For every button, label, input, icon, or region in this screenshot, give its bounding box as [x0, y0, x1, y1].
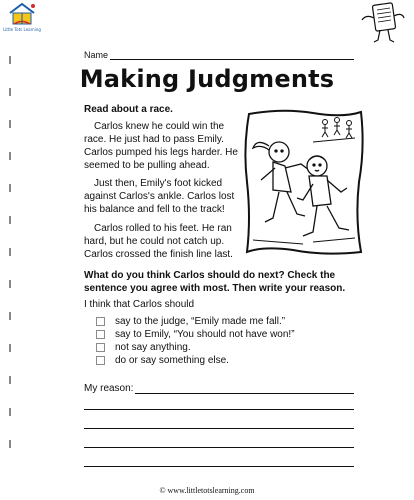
answer-write-line[interactable]	[84, 409, 354, 410]
story-paragraph-3: Carlos rolled to his feet. He ran hard, but he could not catch up. Carlos crossed the finish line last.	[84, 223, 233, 260]
option-4[interactable]	[96, 354, 295, 367]
option-checkbox[interactable]	[96, 356, 105, 365]
option-label: do or say something else.	[115, 355, 229, 366]
story-paragraph-1: Carlos knew he could win the race. He just had to pass Emily. Carlos pumped his legs harder. He seemed to be pulling ahead.	[84, 121, 238, 171]
name-label: Name	[84, 50, 109, 60]
answer-prompt: I think that Carlos should	[84, 299, 195, 310]
name-field[interactable]	[84, 46, 354, 60]
option-checkbox[interactable]	[96, 330, 105, 339]
question-prompt: What do you think Carlos should do next? Check the sentence you agree with most. Then write your reason.	[84, 270, 346, 294]
option-1[interactable]	[96, 315, 295, 328]
page-title: Making Judgments	[79, 65, 335, 93]
option-3[interactable]	[96, 341, 295, 354]
option-checkbox[interactable]	[96, 343, 105, 352]
option-label: say to the judge, “Emily made me fall.”	[115, 316, 286, 327]
answer-write-line[interactable]	[84, 428, 354, 429]
option-label: say to Emily, “You should not have won!”	[115, 329, 295, 340]
answer-write-line[interactable]	[84, 447, 354, 448]
book-mascot-icon	[356, 0, 408, 46]
reading-instruction: Read about a race.	[84, 104, 173, 115]
name-write-line[interactable]	[110, 50, 354, 60]
answer-options	[96, 315, 295, 367]
option-checkbox[interactable]	[96, 317, 105, 326]
children-racing-illustration	[243, 108, 365, 256]
reason-write-line[interactable]	[135, 382, 354, 394]
reason-field[interactable]	[84, 382, 354, 394]
logo-tagline: Little Tots Learning	[3, 27, 41, 32]
reason-label: My reason:	[84, 383, 134, 394]
option-label: not say anything.	[115, 342, 191, 353]
copyright-footer: © www.littletotslearning.com	[159, 486, 255, 495]
answer-write-line[interactable]	[84, 466, 354, 467]
option-2[interactable]	[96, 328, 295, 341]
story-paragraph-2: Just then, Emily's foot kicked against Carlos's ankle. Carlos lost his balance and fell to the track!	[84, 178, 235, 215]
